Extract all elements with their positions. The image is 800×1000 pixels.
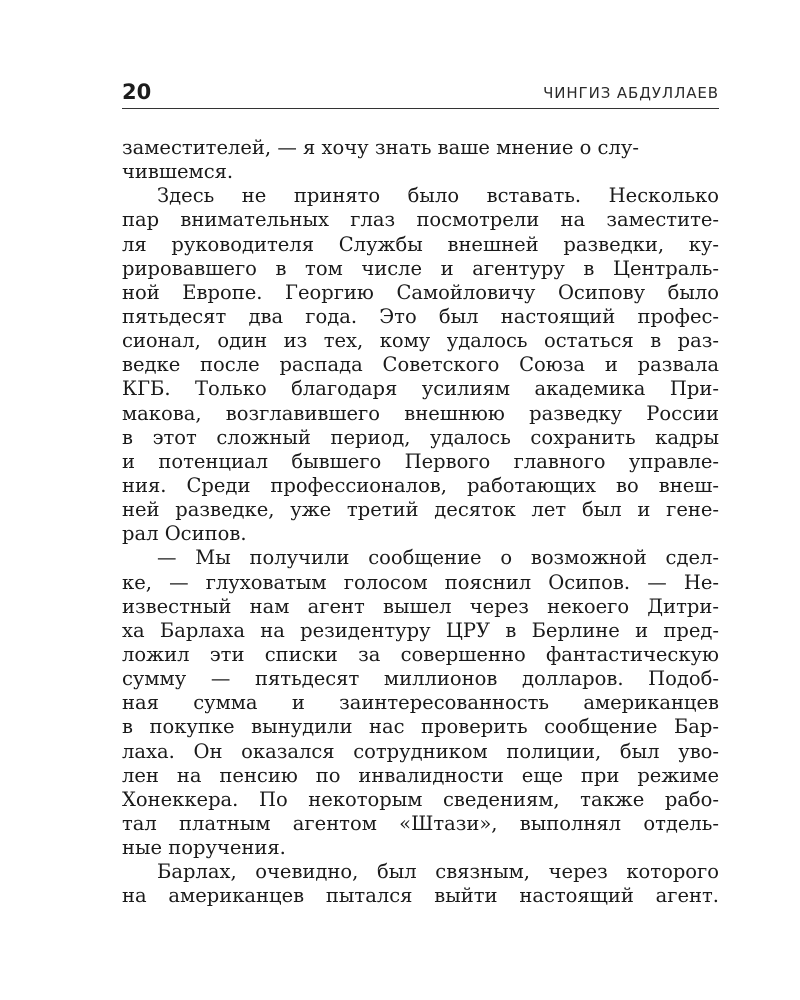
- text-line: на американцев пытался выйти настоящий агент.: [122, 884, 719, 908]
- text-line: пятьдесят два года. Это был настоящий профес-: [122, 304, 719, 328]
- text-line: тал платным агентом «Штази», выполнял отдель-: [122, 811, 719, 835]
- page-number: 20: [122, 80, 152, 104]
- text-line: рал Осипов.: [122, 522, 247, 546]
- text-line: макова, возглавившего внешнюю разведку России: [122, 401, 719, 425]
- text-line: ная сумма и заинтересованность американцев: [122, 691, 719, 715]
- text-line: ха Барлаха на резидентуру ЦРУ в Берлине и пред-: [122, 618, 719, 642]
- text-line: чившемся.: [122, 160, 234, 184]
- text-line: известный нам агент вышел через некоего Дитри-: [122, 594, 719, 618]
- text-line: лаха. Он оказался сотрудником полиции, был уво-: [122, 739, 719, 763]
- text-line: в покупке вынудили нас проверить сообщение Бар-: [122, 715, 719, 739]
- page-header: [122, 80, 719, 106]
- text-line: Хонеккера. По некоторым сведениям, также рабо-: [122, 787, 719, 811]
- text-line: ложил эти списки за совершенно фантастическую: [122, 642, 719, 666]
- text-line: Барлах, очевидно, был связным, через которого: [157, 860, 719, 884]
- text-line: лен на пенсию по инвалидности еще при режиме: [122, 763, 719, 787]
- text-line: ней разведке, уже третий десяток лет был и гене-: [122, 498, 719, 522]
- text-line: ные поручения.: [122, 836, 286, 860]
- text-line: пар внимательных глаз посмотрели на заместите-: [122, 208, 719, 232]
- text-line: сумму — пятьдесят миллионов долларов. Подоб-: [122, 667, 719, 691]
- text-line: КГБ. Только благодаря усилиям академика При-: [122, 377, 719, 401]
- text-line: — Мы получили сообщение о возможной сдел-: [157, 546, 719, 570]
- text-line: Здесь не принято было вставать. Несколько: [157, 184, 719, 208]
- text-line: в этот сложный период, удалось сохранить кадры: [122, 425, 719, 449]
- text-line: ния. Среди профессионалов, работающих во внеш-: [122, 473, 719, 497]
- text-line: ке, — глуховатым голосом пояснил Осипов. — Не-: [122, 570, 719, 594]
- text-line: сионал, один из тех, кому удалось остаться в раз-: [122, 329, 719, 353]
- text-line: и потенциал бывшего Первого главного управле-: [122, 449, 719, 473]
- text-line: ведке после распада Советского Союза и развала: [122, 353, 719, 377]
- running-head-author: ЧИНГИЗ АБДУЛЛАЕВ: [543, 84, 719, 102]
- text-line: заместителей, — я хочу знать ваше мнение о слу-: [122, 136, 639, 159]
- text-line: рировавшего в том числе и агентуру в Централь-: [122, 256, 719, 280]
- text-line: ля руководителя Службы внешней разведки, ку-: [122, 232, 719, 256]
- header-rule: [122, 108, 719, 109]
- text-line: ной Европе. Георгию Самойловичу Осипову было: [122, 280, 719, 304]
- body-text: [122, 136, 719, 909]
